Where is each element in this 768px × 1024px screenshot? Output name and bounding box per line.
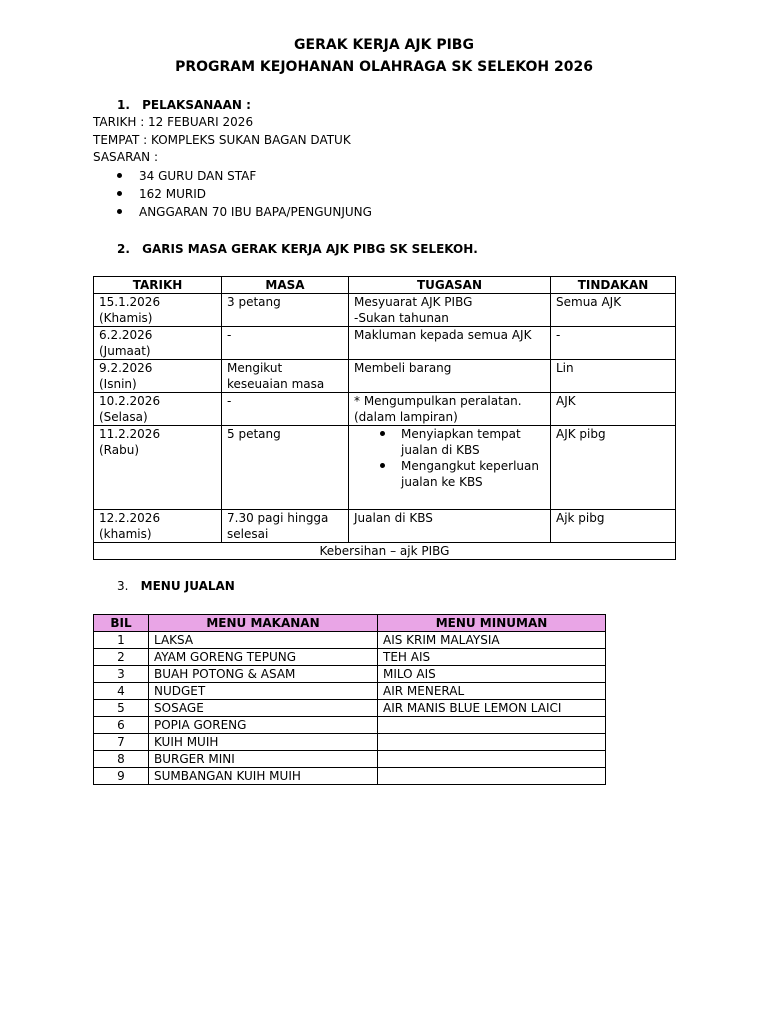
masa-cell: Mengikut keseuaian masa <box>222 360 349 393</box>
menu-table <box>93 614 606 785</box>
minuman-cell <box>378 717 606 734</box>
minuman-cell: AIS KRIM MALAYSIA <box>378 632 606 649</box>
table-row <box>94 360 676 393</box>
column-header: TARIKH <box>94 277 222 294</box>
tindakan-cell: Ajk pibg <box>551 510 676 543</box>
minuman-cell: TEH AIS <box>378 649 606 666</box>
makanan-cell: BUAH POTONG & ASAM <box>149 666 378 683</box>
masa-cell: - <box>222 327 349 360</box>
minuman-cell: AIR MANIS BLUE LEMON LAICI <box>378 700 606 717</box>
section-1-heading <box>117 97 251 113</box>
minuman-cell <box>378 734 606 751</box>
document-subtitle: PROGRAM KEJOHANAN OLAHRAGA SK SELEKOH 2026 <box>175 59 593 75</box>
bil-cell: 6 <box>94 717 149 734</box>
tarikh-cell: 10.2.2026 (Selasa) <box>94 393 222 426</box>
tugasan-cell <box>349 426 551 510</box>
column-header: TINDAKAN <box>551 277 676 294</box>
bil-cell: 1 <box>94 632 149 649</box>
tindakan-cell: - <box>551 327 676 360</box>
section-2-heading <box>117 241 478 257</box>
kebersihan-cell: Kebersihan – ajk PIBG <box>94 543 676 560</box>
table-row <box>94 294 676 327</box>
tarikh-line: TARIKH : 12 FEBUARI 2026 <box>93 115 254 129</box>
section-3-title: MENU JUALAN <box>140 579 235 593</box>
tugasan-cell: Mesyuarat AJK PIBG -Sukan tahunan <box>349 294 551 327</box>
tugasan-cell: * Mengumpulkan peralatan. (dalam lampiran) <box>349 393 551 426</box>
table-row <box>94 426 676 510</box>
masa-cell: - <box>222 393 349 426</box>
column-header: TUGASAN <box>349 277 551 294</box>
column-header: MASA <box>222 277 349 294</box>
section-3-heading <box>117 578 235 594</box>
bil-cell: 4 <box>94 683 149 700</box>
tindakan-cell: AJK <box>551 393 676 426</box>
tarikh-cell: 11.2.2026 (Rabu) <box>94 426 222 510</box>
section-1-title: PELAKSANAAN : <box>142 98 251 112</box>
masa-cell: 7.30 pagi hingga selesai <box>222 510 349 543</box>
bil-cell: 2 <box>94 649 149 666</box>
table-footer-row <box>94 543 676 560</box>
tarikh-cell: 12.2.2026 (khamis) <box>94 510 222 543</box>
makanan-cell: LAKSA <box>149 632 378 649</box>
column-header: MENU MINUMAN <box>378 615 606 632</box>
makanan-cell: BURGER MINI <box>149 751 378 768</box>
table-row <box>94 683 606 700</box>
table-row <box>94 700 606 717</box>
tempat-line: TEMPAT : KOMPLEKS SUKAN BAGAN DATUK <box>93 133 351 147</box>
table-row <box>94 510 676 543</box>
minuman-cell <box>378 768 606 785</box>
table-row <box>94 717 606 734</box>
makanan-cell: AYAM GORENG TEPUNG <box>149 649 378 666</box>
masa-cell: 5 petang <box>222 426 349 510</box>
table-row <box>94 768 606 785</box>
list-item: Menyiapkan tempat jualan di KBS <box>354 426 545 458</box>
tugasan-cell: Makluman kepada semua AJK <box>349 327 551 360</box>
tindakan-cell: Semua AJK <box>551 294 676 327</box>
makanan-cell: KUIH MUIH <box>149 734 378 751</box>
tindakan-cell: Lin <box>551 360 676 393</box>
minuman-cell <box>378 751 606 768</box>
sasaran-line: SASARAN : <box>93 150 158 164</box>
minuman-cell: AIR MENERAL <box>378 683 606 700</box>
section-2-title: GARIS MASA GERAK KERJA AJK PIBG SK SELEKOH. <box>142 242 478 256</box>
tarikh-cell: 15.1.2026 (Khamis) <box>94 294 222 327</box>
tarikh-cell: 9.2.2026 (Isnin) <box>94 360 222 393</box>
minuman-cell: MILO AIS <box>378 666 606 683</box>
bil-cell: 9 <box>94 768 149 785</box>
bil-cell: 3 <box>94 666 149 683</box>
makanan-cell: POPIA GORENG <box>149 717 378 734</box>
list-item: 34 GURU DAN STAF <box>93 167 372 185</box>
document-title: GERAK KERJA AJK PIBG <box>294 37 474 53</box>
bil-cell: 7 <box>94 734 149 751</box>
bil-cell: 8 <box>94 751 149 768</box>
list-item: 162 MURID <box>93 185 372 203</box>
table-row <box>94 666 606 683</box>
table-row <box>94 632 606 649</box>
column-header: BIL <box>94 615 149 632</box>
tarikh-cell: 6.2.2026 (Jumaat) <box>94 327 222 360</box>
sasaran-list <box>93 167 372 221</box>
table-row <box>94 649 606 666</box>
section-2-number: 2. <box>117 242 130 256</box>
table-row <box>94 751 606 768</box>
table-row <box>94 327 676 360</box>
tindakan-cell: AJK pibg <box>551 426 676 510</box>
tugasan-list <box>354 426 545 490</box>
section-3-number: 3. <box>117 579 129 593</box>
timeline-table <box>93 276 676 560</box>
table-header-row <box>94 615 606 632</box>
list-item: Mengangkut keperluan jualan ke KBS <box>354 458 545 490</box>
bil-cell: 5 <box>94 700 149 717</box>
makanan-cell: SUMBANGAN KUIH MUIH <box>149 768 378 785</box>
table-header-row <box>94 277 676 294</box>
tugasan-cell: Membeli barang <box>349 360 551 393</box>
table-row <box>94 393 676 426</box>
tugasan-cell: Jualan di KBS <box>349 510 551 543</box>
list-item: ANGGARAN 70 IBU BAPA/PENGUNJUNG <box>93 203 372 221</box>
makanan-cell: SOSAGE <box>149 700 378 717</box>
section-1-number: 1. <box>117 98 130 112</box>
table-row <box>94 734 606 751</box>
column-header: MENU MAKANAN <box>149 615 378 632</box>
makanan-cell: NUDGET <box>149 683 378 700</box>
masa-cell: 3 petang <box>222 294 349 327</box>
